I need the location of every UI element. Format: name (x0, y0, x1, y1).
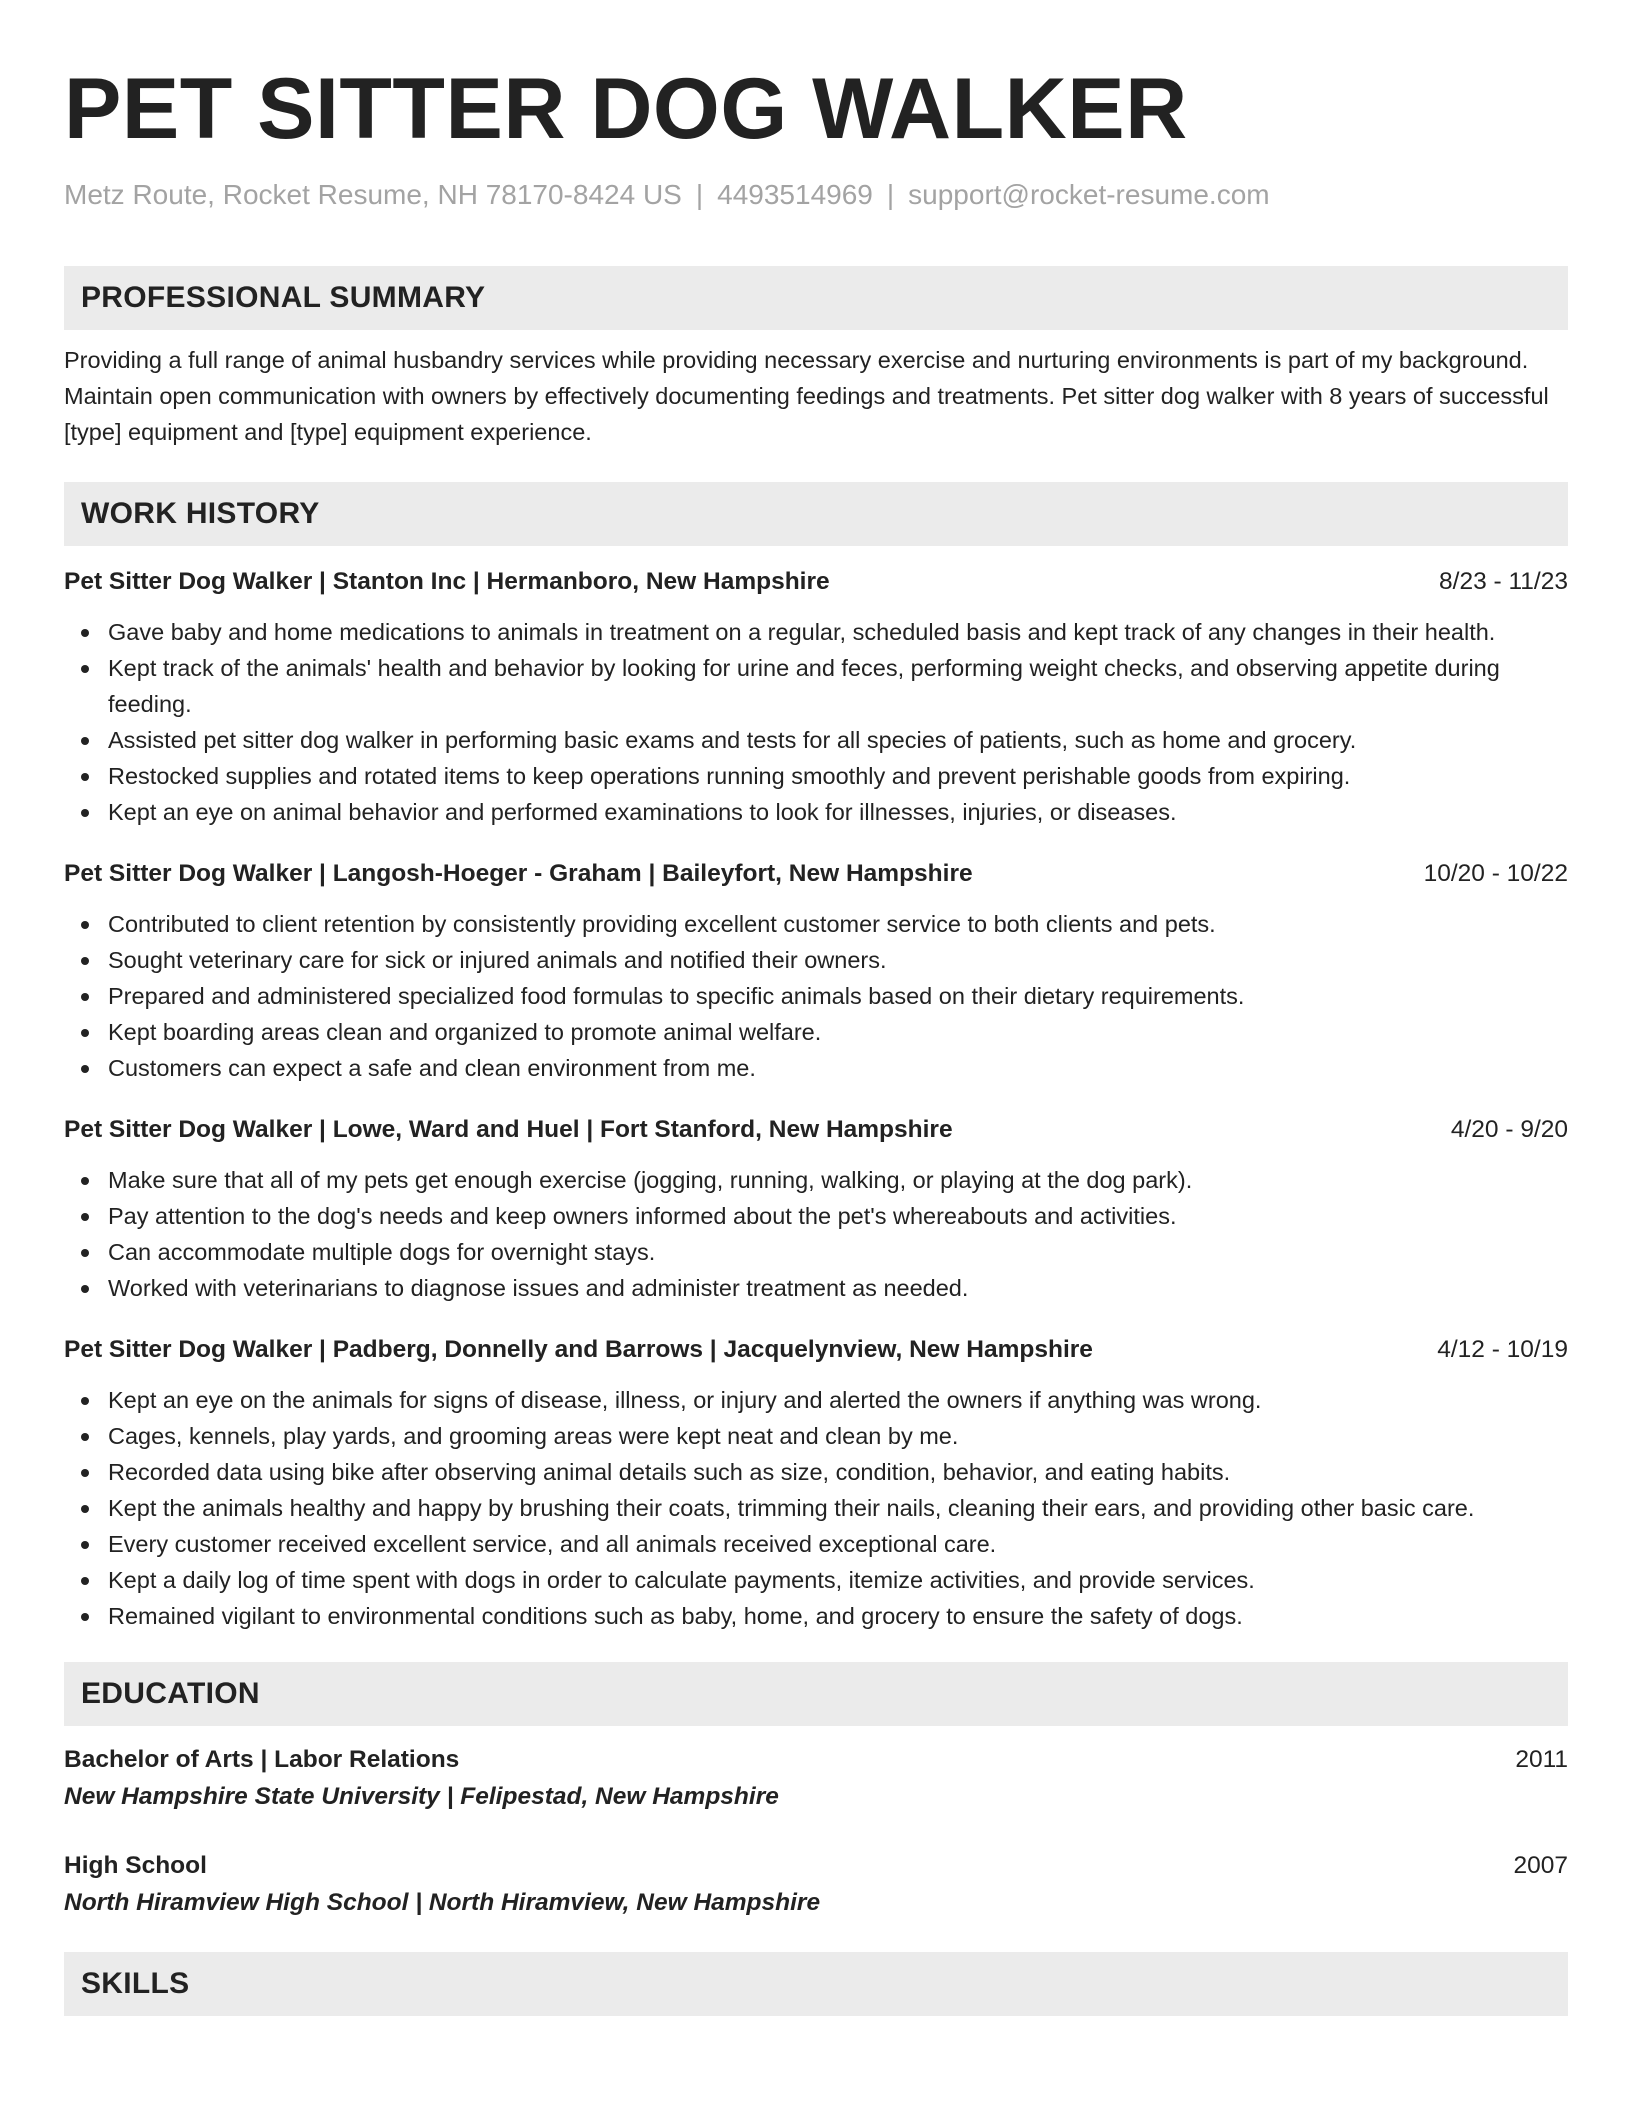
contact-separator: | (695, 179, 704, 210)
job-bullet: Gave baby and home medications to animals in treatment on a regular, scheduled basis and kept track of any changes in their health. (108, 614, 1568, 650)
job-header (64, 1112, 1568, 1148)
job-entry (64, 1332, 1568, 1634)
job-title: Pet Sitter Dog Walker | Lowe, Ward and Huel | Fort Stanford, New Hampshire (64, 1115, 953, 1143)
job-bullet: Kept an eye on the animals for signs of disease, illness, or injury and alerted the owners if anything was wrong. (108, 1382, 1568, 1418)
job-title: Pet Sitter Dog Walker | Padberg, Donnelly and Barrows | Jacquelynview, New Hampshire (64, 1335, 1093, 1363)
job-entry (64, 1112, 1568, 1306)
section-header-education: EDUCATION (64, 1662, 1568, 1726)
job-bullet: Kept boarding areas clean and organized to promote animal welfare. (108, 1014, 1568, 1050)
job-bullets (64, 1382, 1568, 1634)
education-entry (64, 1742, 1568, 1816)
job-bullet: Sought veterinary care for sick or injured animals and notified their owners. (108, 942, 1568, 978)
job-bullet: Restocked supplies and rotated items to keep operations running smoothly and prevent perishable goods from expiring. (108, 758, 1568, 794)
section-header-work-history: WORK HISTORY (64, 482, 1568, 546)
job-bullet: Pay attention to the dog's needs and keep owners informed about the pet's whereabouts and activities. (108, 1198, 1568, 1234)
education-header (64, 1742, 1568, 1778)
job-bullets (64, 614, 1568, 830)
candidate-name: PET SITTER DOG WALKER (64, 61, 1188, 157)
education-year: 2011 (1515, 1745, 1568, 1773)
job-title: Pet Sitter Dog Walker | Stanton Inc | Hermanboro, New Hampshire (64, 567, 830, 595)
education-degree: Bachelor of Arts | Labor Relations (64, 1745, 460, 1773)
job-bullet: Worked with veterinarians to diagnose issues and administer treatment as needed. (108, 1270, 1568, 1306)
job-title: Pet Sitter Dog Walker | Langosh-Hoeger - Graham | Baileyfort, New Hampshire (64, 859, 973, 887)
job-bullet: Prepared and administered specialized food formulas to specific animals based on their dietary requirements. (108, 978, 1568, 1014)
job-bullet: Contributed to client retention by consistently providing excellent customer service to both clients and pets. (108, 906, 1568, 942)
education-entry (64, 1848, 1568, 1922)
job-bullet: Kept track of the animals' health and behavior by looking for urine and feces, performing weight checks, and observing appetite during feeding. (108, 650, 1568, 722)
job-entry (64, 856, 1568, 1086)
education-year: 2007 (1513, 1851, 1568, 1879)
job-bullets (64, 1162, 1568, 1306)
job-header (64, 564, 1568, 600)
contact-email: support@rocket-resume.com (908, 179, 1270, 210)
job-dates: 4/12 - 10/19 (1437, 1335, 1568, 1363)
job-header (64, 856, 1568, 892)
job-bullet: Customers can expect a safe and clean environment from me. (108, 1050, 1568, 1086)
job-bullet: Make sure that all of my pets get enough exercise (jogging, running, walking, or playing at the dog park). (108, 1162, 1568, 1198)
section-header-skills: SKILLS (64, 1952, 1568, 2016)
education-header (64, 1848, 1568, 1884)
job-dates: 8/23 - 11/23 (1439, 567, 1568, 595)
job-header (64, 1332, 1568, 1368)
job-bullet: Remained vigilant to environmental conditions such as baby, home, and grocery to ensure the safety of dogs. (108, 1598, 1568, 1634)
contact-phone: 4493514969 (717, 179, 873, 210)
job-bullet: Kept the animals healthy and happy by brushing their coats, trimming their nails, cleaning their ears, and providing other basic care. (108, 1490, 1568, 1526)
job-bullet: Assisted pet sitter dog walker in performing basic exams and tests for all species of patients, such as home and grocery. (108, 722, 1568, 758)
job-bullet: Kept an eye on animal behavior and performed examinations to look for illnesses, injuries, or diseases. (108, 794, 1568, 830)
job-bullet: Recorded data using bike after observing animal details such as size, condition, behavior, and eating habits. (108, 1454, 1568, 1490)
job-dates: 4/20 - 9/20 (1450, 1115, 1568, 1143)
job-bullet: Cages, kennels, play yards, and grooming areas were kept neat and clean by me. (108, 1418, 1568, 1454)
job-bullet: Can accommodate multiple dogs for overnight stays. (108, 1234, 1568, 1270)
job-bullets (64, 906, 1568, 1086)
summary-text: Providing a full range of animal husbandry services while providing necessary exercise and nurturing environments is part of my background. Maintain open communication with owners by effectively documenting feedings and treatments. Pet sitter dog walker with 8 years of successful [type] equipment and [type] equipment experience. (64, 346, 1549, 445)
contact-line (64, 178, 1568, 212)
job-entry (64, 564, 1568, 830)
job-dates: 10/20 - 10/22 (1423, 859, 1568, 887)
job-bullet: Kept a daily log of time spent with dogs in order to calculate payments, itemize activities, and provide services. (108, 1562, 1568, 1598)
education-degree: High School (64, 1851, 207, 1879)
education-school: New Hampshire State University | Felipestad, New Hampshire (64, 1782, 779, 1810)
job-bullet: Every customer received excellent service, and all animals received exceptional care. (108, 1526, 1568, 1562)
education-school: North Hiramview High School | North Hiramview, New Hampshire (64, 1888, 821, 1916)
contact-address: Metz Route, Rocket Resume, NH 78170-8424 US (64, 179, 682, 210)
section-header-summary: PROFESSIONAL SUMMARY (64, 266, 1568, 330)
contact-separator: | (886, 179, 895, 210)
